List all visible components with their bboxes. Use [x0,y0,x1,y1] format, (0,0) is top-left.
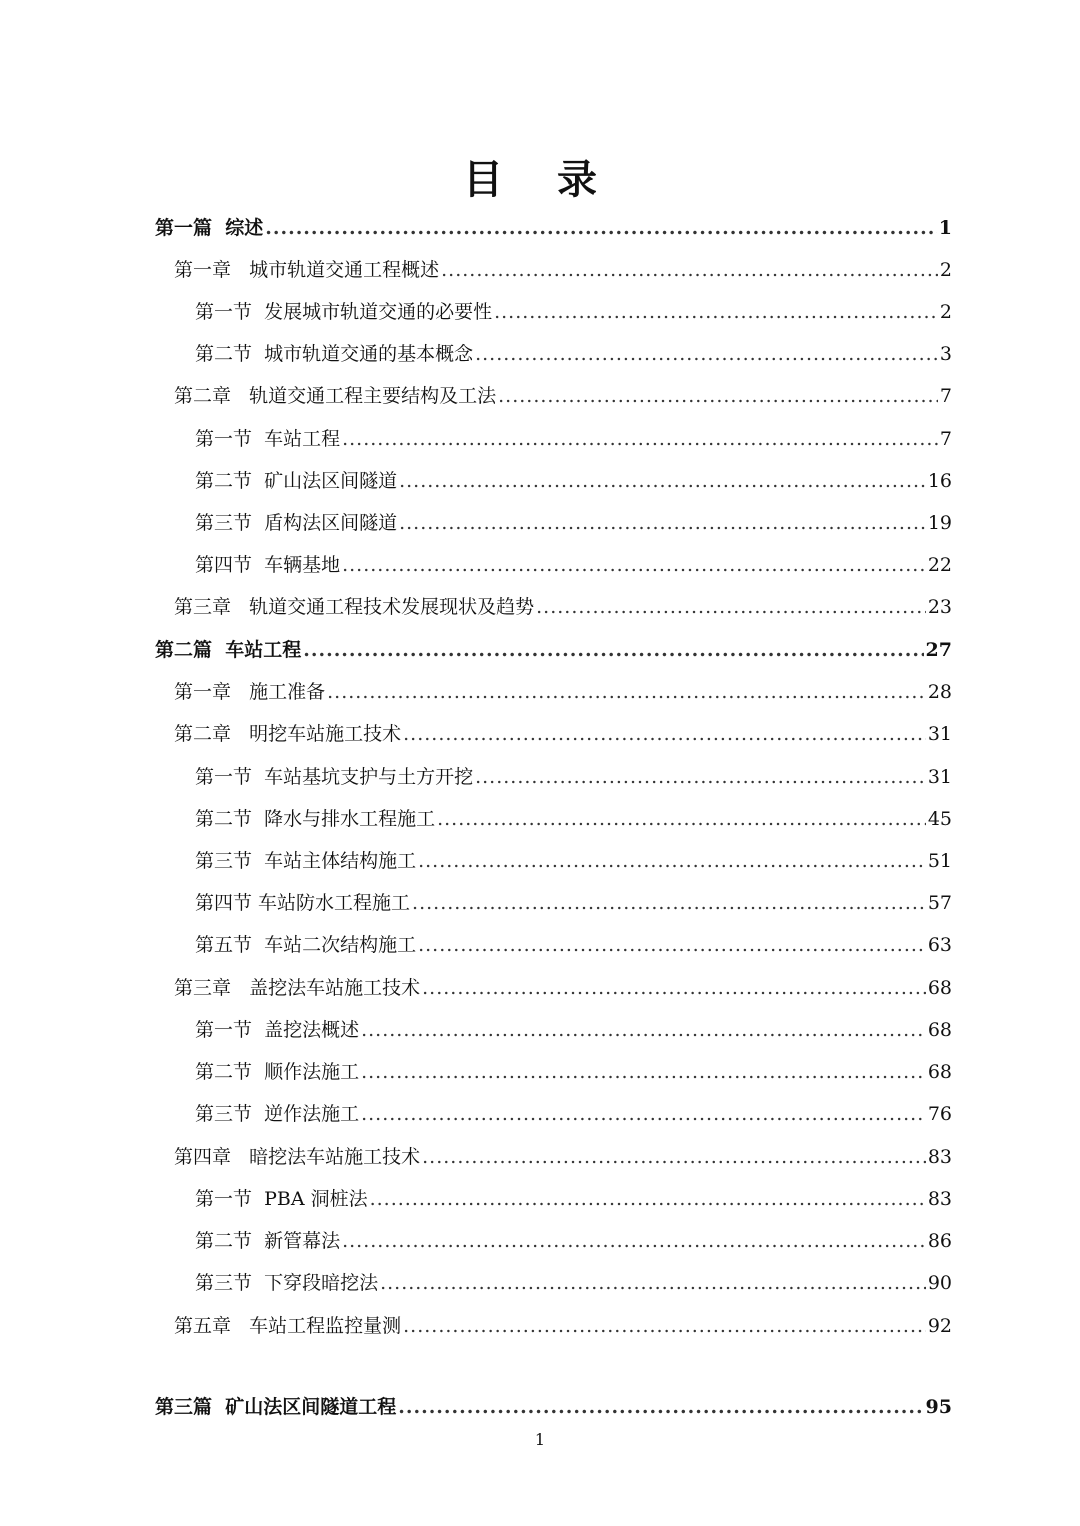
dot-leader [412,887,926,919]
toc-entry-label: 第二节 矿山法区间隧道 [195,470,398,492]
toc-entry-label: 第一篇 综述 [155,217,264,239]
dot-leader [265,212,937,244]
toc-entry-label: 第一节 车站基坑支护与土方开挖 [195,766,474,788]
toc-entry-label: 第二节 城市轨道交通的基本概念 [195,343,474,365]
toc-entry-page: 28 [927,681,952,703]
toc-entry[interactable] [195,1056,952,1088]
toc-entry[interactable] [174,972,952,1004]
toc-entry-label: 第五章 车站工程监控量测 [174,1315,402,1337]
dot-leader [418,929,926,961]
toc-entry-page: 95 [925,1396,952,1418]
toc-entry[interactable] [174,1141,952,1173]
dot-leader [380,1267,926,1299]
dot-leader [342,549,926,581]
toc-entry-label: 第二章 明挖车站施工技术 [174,723,402,745]
toc-entry-label: 第一节 盖挖法概述 [195,1019,360,1041]
toc-entry-label: 第三节 下穿段暗挖法 [195,1272,379,1294]
toc-entry[interactable] [195,761,952,793]
toc-entry-page: 68 [927,977,952,999]
toc-entry-label: 第三节 盾构法区间隧道 [195,512,398,534]
toc-entry-page: 3 [939,343,952,365]
toc-entry[interactable] [195,296,952,328]
toc-entry[interactable] [195,1098,952,1130]
toc-entry-page: 92 [927,1315,952,1337]
toc-entry[interactable] [174,591,952,623]
toc-entry[interactable] [174,1310,952,1342]
toc-entry-page: 86 [927,1230,952,1252]
toc-entry-page: 51 [927,850,952,872]
toc-entry-page: 22 [927,554,952,576]
toc-entry-label: 第一节 发展城市轨道交通的必要性 [195,301,493,323]
dot-leader [342,1225,926,1257]
dot-leader [327,676,926,708]
toc-entry-page: 2 [939,259,952,281]
toc-entry-label: 第二篇 车站工程 [155,639,302,661]
dot-leader [403,1310,926,1342]
toc-entry[interactable] [195,845,952,877]
toc-title: 目 录 [463,156,617,203]
toc-entry-label: 第一章 施工准备 [174,681,326,703]
toc-entry[interactable] [195,1225,952,1257]
dot-leader [399,507,926,539]
toc-entry[interactable] [195,1014,952,1046]
toc-entry-label: 第三章 轨道交通工程技术发展现状及趋势 [174,596,535,618]
dot-leader [403,718,926,750]
toc-entry-label: 第二章 轨道交通工程主要结构及工法 [174,385,497,407]
toc-entry[interactable] [195,887,952,919]
dot-leader [361,1098,926,1130]
toc-entry[interactable] [195,803,952,835]
toc-entry-page: 16 [927,470,952,492]
dot-leader [370,1183,926,1215]
toc-entry-page: 27 [925,639,952,661]
toc-entry-label: 第五节 车站二次结构施工 [195,934,417,956]
toc-entry-label: 第二节 降水与排水工程施工 [195,808,436,830]
toc-entry-page: 7 [939,385,952,407]
dot-leader [303,634,923,666]
dot-leader [422,972,926,1004]
toc-entry-page: 90 [927,1272,952,1294]
toc-entry-page: 68 [927,1061,952,1083]
toc-entry-page: 83 [927,1188,952,1210]
toc-entry-label: 第三节 车站主体结构施工 [195,850,417,872]
toc-entry-page: 23 [927,596,952,618]
dot-leader [494,296,938,328]
toc-entry-page: 83 [927,1146,952,1168]
dot-leader [342,423,938,455]
toc-entry[interactable] [174,380,952,412]
toc-entry[interactable] [174,676,952,708]
dot-leader [361,1056,926,1088]
dot-leader [498,380,938,412]
toc-entry[interactable] [155,634,952,666]
toc-entry-page: 31 [927,723,952,745]
toc-entry-page: 45 [927,808,952,830]
toc-entry[interactable] [195,549,952,581]
dot-leader [399,465,926,497]
dot-leader [475,338,938,370]
toc-entry[interactable] [174,254,952,286]
toc-entry-page: 31 [927,766,952,788]
dot-leader [441,254,938,286]
toc-entry-page: 57 [927,892,952,914]
toc-entry-label: 第二节 顺作法施工 [195,1061,360,1083]
dot-leader [418,845,926,877]
dot-leader [361,1014,926,1046]
toc-entry-label: 第三章 盖挖法车站施工技术 [174,977,421,999]
toc-entry-page: 7 [939,428,952,450]
dot-leader [536,591,926,623]
toc-entry-page: 76 [927,1103,952,1125]
toc-entry[interactable] [155,212,952,244]
toc-entry-label: 第一章 城市轨道交通工程概述 [174,259,440,281]
toc-entry-label: 第三篇 矿山法区间隧道工程 [155,1396,397,1418]
toc-entry[interactable] [174,718,952,750]
dot-leader [475,761,926,793]
page-number: 1 [534,1430,546,1449]
toc-entry-label: 第四节 车辆基地 [195,554,341,576]
toc-entry-label: 第一节 PBA 洞桩法 [195,1188,368,1210]
toc-entry[interactable] [195,338,952,370]
toc-entry-page: 63 [927,934,952,956]
toc-entry-page: 68 [927,1019,952,1041]
toc-entry[interactable] [195,1183,952,1215]
toc-entry[interactable] [195,465,952,497]
toc-entry-label: 第四节 车站防水工程施工 [195,892,411,914]
dot-leader [422,1141,926,1173]
toc-entry[interactable] [195,1267,952,1299]
dot-leader [437,803,926,835]
toc-entry-page: 1 [938,217,952,239]
toc-entry-page: 19 [927,512,952,534]
toc-entry[interactable] [155,1391,952,1423]
toc-entry-label: 第四章 暗挖法车站施工技术 [174,1146,421,1168]
dot-leader [398,1391,923,1423]
toc-entry[interactable] [195,507,952,539]
toc-entry[interactable] [195,423,952,455]
toc-entry-page: 2 [939,301,952,323]
toc-entry[interactable] [195,929,952,961]
toc-entry-label: 第一节 车站工程 [195,428,341,450]
toc-entry-label: 第二节 新管幕法 [195,1230,341,1252]
toc-entry-label: 第三节 逆作法施工 [195,1103,360,1125]
